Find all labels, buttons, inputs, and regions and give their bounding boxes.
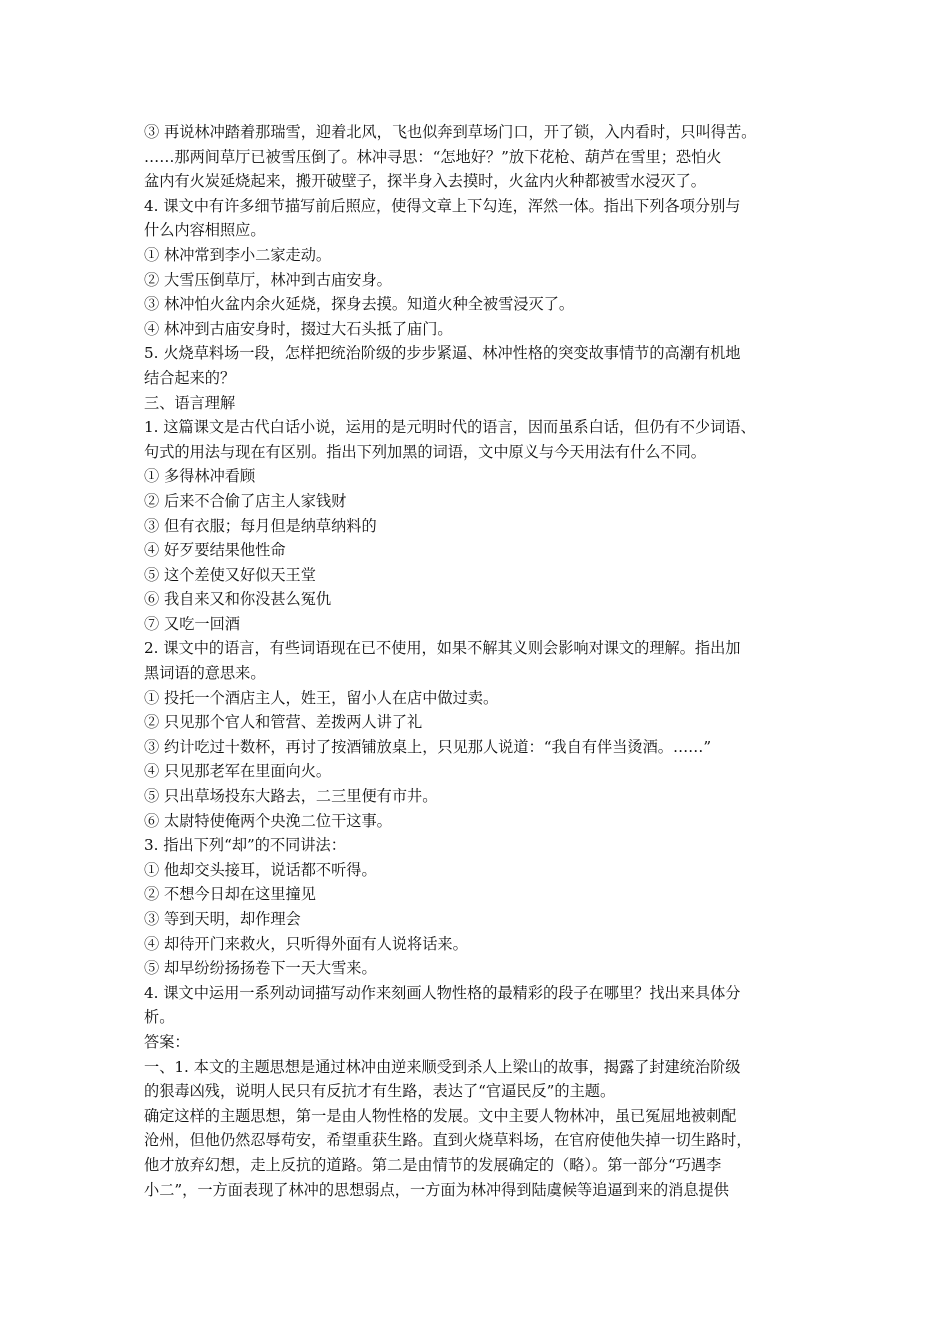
question-4-line: 4. 课文中有许多细节描写前后照应，使得文章上下勾连，浑然一体。指出下列各项分别与 <box>144 196 741 215</box>
text-line: 什么内容相照应。 <box>144 221 266 240</box>
list-item: ② 只见那个官人和管营、差拨两人讲了礼 <box>144 713 423 732</box>
list-item: ① 他却交头接耳，说话都不听得。 <box>144 860 377 879</box>
list-item: ⑤ 却早纷纷扬扬卷下一天大雪来。 <box>144 959 377 978</box>
list-item: ① 林冲常到李小二家走动。 <box>144 245 332 264</box>
list-item: ② 大雪压倒草厅，林冲到古庙安身。 <box>144 270 392 289</box>
question-1-line: 1. 这篇课文是古代白话小说，运用的是元明时代的语言，因而虽系白话，但仍有不少词语、 <box>144 418 756 437</box>
list-item: ④ 只见那老军在里面向火。 <box>144 762 332 781</box>
list-item: ⑦ 又吃一回酒 <box>144 614 240 633</box>
text-line: 结合起来的？ <box>144 368 236 387</box>
list-item: ③ 林冲怕火盆内余火延烧，探身去摸。知道火种全被雪浸灭了。 <box>144 295 575 314</box>
list-item: ④ 好歹要结果他性命 <box>144 541 286 560</box>
answer-line: 沧州，但他仍然忍辱苟安，希望重获生路。直到火烧草料场，在官府使他失掉一切生路时， <box>144 1131 752 1150</box>
answer-line: 他才放弃幻想，走上反抗的道路。第二是由情节的发展确定的（略）。第一部分“巧遇李 <box>144 1155 722 1174</box>
list-item: ⑥ 我自来又和你没甚么冤仇 <box>144 590 332 609</box>
text-line: ……那两间草厅已被雪压倒了。林冲寻思：“怎地好？”放下花枪、葫芦在雪里；恐怕火 <box>144 147 722 166</box>
list-item: ③ 约计吃过十数杯，再讨了按酒铺放桌上，只见那人说道：“我自有伴当烫酒。……” <box>144 737 712 756</box>
list-item: ② 不想今日却在这里撞见 <box>144 885 316 904</box>
list-item: ⑤ 这个差使又好似天王堂 <box>144 565 316 584</box>
list-item: ⑥ 太尉特使俺两个央浼二位干这事。 <box>144 811 392 830</box>
list-item: ③ 等到天明，却作理会 <box>144 910 301 928</box>
answer-line: 一、1. 本文的主题思想是通过林冲由逆来顺受到杀人上梁山的故事，揭露了封建统治阶级 <box>144 1057 741 1076</box>
list-item: ① 投托一个酒店主人，姓王，留小人在店中做过卖。 <box>144 688 499 707</box>
answer-line: 小二”，一方面表现了林冲的思想弱点，一方面为林冲得到陆虞候等追逼到来的消息提供 <box>144 1180 729 1199</box>
list-item: ③ 但有衣服；每月但是纳草纳料的 <box>144 516 377 535</box>
list-item: ② 后来不合偷了店主人家钱财 <box>144 491 347 510</box>
list-item: ⑤ 只出草场投东大路去，二三里便有市井。 <box>144 787 438 806</box>
document-page <box>144 120 806 1202</box>
text-line: 盆内有火炭延烧起来，搬开破壁子，探半身入去摸时，火盆内火种都被雪水浸灭了。 <box>144 172 706 191</box>
list-item: ④ 却待开门来救火，只听得外面有人说将话来。 <box>144 934 468 953</box>
answer-line: 确定这样的主题思想，第一是由人物性格的发展。文中主要人物林冲，虽已冤屈地被刺配 <box>144 1106 737 1125</box>
text-line: 句式的用法与现在有区别。指出下列加黑的词语，文中原义与今天用法有什么不同。 <box>144 442 706 461</box>
answer-line: 的狠毒凶残，说明人民只有反抗才有生路，表达了“官逼民反”的主题。 <box>144 1082 616 1101</box>
list-item: ① 多得林冲看顾 <box>144 467 256 486</box>
question-2-line: 2. 课文中的语言，有些词语现在已不使用，如果不解其义则会影响对课文的理解。指出加 <box>144 639 741 658</box>
question-5-line: 5. 火烧草料场一段，怎样把统治阶级的步步紧逼、林冲性格的突变故事情节的高潮有机地 <box>144 344 741 363</box>
list-item: ④ 林冲到古庙安身时，掇过大石头抵了庙门。 <box>144 319 453 338</box>
section-heading: 三、语言理解 <box>144 393 236 412</box>
text-line: ③ 再说林冲踏着那瑞雪，迎着北风，飞也似奔到草场门口，开了锁，入内看时，只叫得苦。 <box>144 123 757 141</box>
answer-heading: 答案： <box>144 1032 190 1051</box>
text-line: 黑词语的意思来。 <box>144 664 266 683</box>
question-4-line: 4. 课文中运用一系列动词描写动作来刻画人物性格的最精彩的段子在哪里？找出来具体分 <box>144 983 741 1002</box>
text-line: 析。 <box>144 1008 175 1027</box>
question-3-line: 3. 指出下列“却”的不同讲法： <box>144 836 346 855</box>
